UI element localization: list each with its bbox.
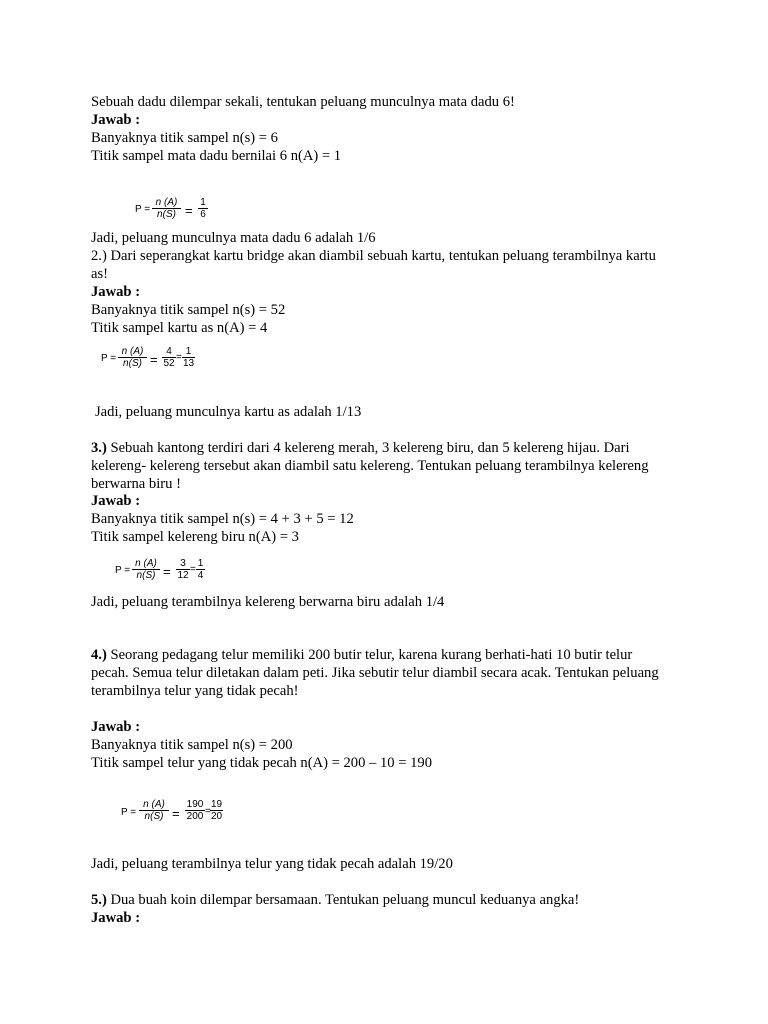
q4-question-line3: terambilnya telur yang tidak pecah! — [91, 683, 299, 699]
fraction-denominator: 20 — [210, 811, 223, 822]
fraction-numerator: 4 — [166, 346, 172, 357]
equals-sign: = — [150, 352, 158, 367]
q5-jawab-label: Jawab : — [91, 910, 141, 926]
fraction-numerator: 19 — [210, 799, 223, 810]
equals-sign: = — [163, 564, 171, 579]
fraction-numerator: n (A) — [121, 346, 144, 357]
fraction-na-ns — [152, 197, 181, 220]
equals-sign: = — [190, 564, 196, 575]
q5-question-line1 — [91, 891, 579, 909]
q3-event-count: Titik sampel kelereng biru n(A) = 3 — [91, 529, 299, 545]
fraction-numerator: 1 — [197, 558, 204, 569]
equals-sign: = — [176, 352, 182, 363]
fraction-denominator: 13 — [182, 358, 195, 369]
fraction-na-ns — [139, 799, 169, 822]
q1-question: Sebuah dadu dilempar sekali, tentukan peluang munculnya mata dadu 6! — [91, 94, 515, 110]
q4-question-line2: pecah. Semua telur diletakan dalam peti. Jika sebutir telur diambil secara acak. Tentukan peluang — [91, 665, 659, 681]
q5-question-text: Dua buah koin dilempar bersamaan. Tentukan peluang muncul keduanya angka! — [106, 892, 580, 908]
fraction-result — [198, 197, 208, 220]
q3-number: 3.) — [91, 440, 107, 456]
q4-conclusion: Jadi, peluang terambilnya telur yang tidak pecah adalah 19/20 — [91, 856, 453, 872]
formula-lead: P = — [101, 353, 117, 364]
q4-question-line1 — [91, 646, 632, 664]
fraction-denominator: 12 — [177, 570, 189, 581]
q3-formula — [115, 556, 215, 586]
q1-conclusion: Jadi, peluang munculnya mata dadu 6 adalah 1/6 — [91, 230, 376, 246]
fraction-denominator: n(S) — [123, 358, 142, 369]
q3-jawab-label: Jawab : — [91, 493, 141, 509]
q4-event-count: Titik sampel telur yang tidak pecah n(A) = 200 – 10 = 190 — [91, 755, 432, 771]
q4-formula — [121, 797, 231, 829]
q2-sample-space: Banyaknya titik sampel n(s) = 52 — [91, 302, 286, 318]
q5-number: 5.) — [91, 892, 107, 908]
q2-formula — [101, 344, 201, 374]
fraction-numerator: n (A) — [135, 558, 157, 569]
q2-question-line2: as! — [91, 266, 109, 282]
q1-event-count: Titik sampel mata dadu bernilai 6 n(A) = 1 — [91, 148, 342, 164]
fraction-na-ns — [132, 558, 160, 581]
q3-conclusion: Jadi, peluang terambilnya kelereng berwarna biru adalah 1/4 — [91, 594, 445, 610]
fraction-numerator: 3 — [180, 558, 186, 569]
q4-question-text: Seorang pedagang telur memiliki 200 butir telur, karena kurang berhati-hati 10 butir telur — [106, 647, 633, 663]
fraction-intermediate — [185, 799, 205, 822]
q1-formula — [135, 195, 215, 225]
fraction-intermediate — [176, 558, 190, 581]
q2-jawab-label: Jawab : — [91, 284, 141, 300]
q4-jawab-label: Jawab : — [91, 719, 141, 735]
fraction-na-ns — [118, 346, 147, 369]
q3-question-line1 — [91, 439, 630, 457]
equals-sign: = — [205, 806, 211, 817]
q2-conclusion: Jadi, peluang munculnya kartu as adalah 1/13 — [95, 404, 362, 420]
formula-lead: P = — [135, 204, 151, 215]
fraction-numerator: n (A) — [155, 197, 178, 208]
q4-number: 4.) — [91, 647, 107, 663]
fraction-denominator: n(S) — [144, 811, 164, 822]
q3-question-line2: kelereng- kelereng tersebut akan diambil satu kelereng. Tentukan peluang terambilnya kelereng — [91, 458, 649, 474]
q2-event-count: Titik sampel kartu as n(A) = 4 — [91, 320, 268, 336]
fraction-denominator: n(S) — [157, 209, 176, 220]
q1-jawab-label: Jawab : — [91, 112, 141, 128]
equals-sign: = — [185, 203, 193, 218]
fraction-denominator: 200 — [186, 811, 204, 822]
q3-question-text: Sebuah kantong terdiri dari 4 kelereng merah, 3 kelereng biru, dan 5 kelereng hijau. Dari — [106, 440, 630, 456]
fraction-denominator: 52 — [163, 358, 175, 369]
fraction-numerator: n (A) — [143, 799, 165, 810]
fraction-result — [182, 346, 195, 369]
q3-question-line3: berwarna biru ! — [91, 476, 181, 492]
q1-sample-space: Banyaknya titik sampel n(s) = 6 — [91, 130, 278, 146]
fraction-denominator: n(S) — [136, 570, 156, 581]
fraction-numerator: 1 — [185, 346, 192, 357]
fraction-numerator: 190 — [186, 799, 204, 810]
formula-lead: P = — [115, 565, 131, 576]
q3-sample-space: Banyaknya titik sampel n(s) = 4 + 3 + 5 = 12 — [91, 511, 354, 527]
fraction-denominator: 6 — [200, 209, 206, 220]
fraction-result — [210, 799, 223, 822]
equals-sign: = — [172, 806, 180, 821]
fraction-denominator: 4 — [197, 570, 204, 581]
fraction-numerator: 1 — [200, 197, 206, 208]
q4-sample-space: Banyaknya titik sampel n(s) = 200 — [91, 737, 293, 753]
formula-lead: P = — [121, 807, 137, 818]
q2-question-line1: 2.) Dari seperangkat kartu bridge akan diambil sebuah kartu, tentukan peluang terambilnya kartu — [91, 248, 656, 264]
fraction-intermediate — [162, 346, 176, 369]
fraction-result — [196, 558, 205, 581]
